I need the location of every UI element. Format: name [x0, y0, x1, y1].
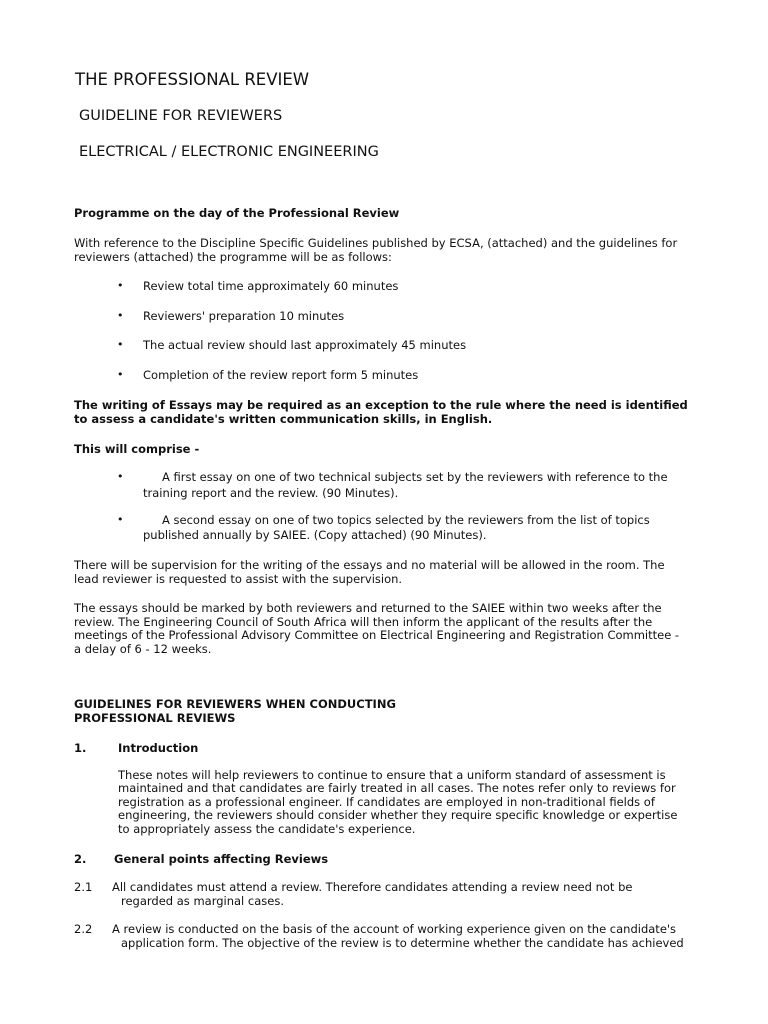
essay-item-1-line-1: A first essay on one of two technical subjects set by the reviewers with reference to the [162, 470, 668, 484]
supervision-line-2: lead reviewer is requested to assist with the supervision. [74, 572, 403, 586]
item-2-2-line-2: application form. The objective of the review is to determine whether the candidate has achieved [121, 936, 684, 950]
essay-item-2-line-1: A second essay on one of two topics selected by the reviewers from the list of topics [162, 513, 650, 527]
item-2-2-number: 2.2 [74, 922, 93, 936]
programme-bullet-4: Completion of the review report form 5 minutes [143, 368, 419, 382]
document-title: THE PROFESSIONAL REVIEW [75, 70, 310, 89]
essay-item-2-line-2: published annually by SAIEE. (Copy attached) (90 Minutes). [143, 528, 487, 542]
section-1-number: 1. [74, 741, 87, 755]
discipline-heading: ELECTRICAL / ELECTRONIC ENGINEERING [79, 144, 379, 160]
bullet-marker: • [117, 368, 124, 381]
marking-line-3: meetings of the Professional Advisory Committee on Electrical Engineering and Registration Committee - [74, 628, 680, 642]
section-1-line-3: registration as a professional engineer. If candidates are employed in non-traditional fields of [118, 795, 655, 809]
programme-intro-line-1: With reference to the Discipline Specific Guidelines published by ECSA, (attached) and the guidelines for [74, 236, 678, 250]
section-1-line-5: to appropriately assess the candidate's experience. [118, 822, 416, 836]
bullet-marker: • [117, 279, 124, 292]
essays-bold-line-2: to assess a candidate's written communication skills, in English. [74, 412, 493, 426]
document-subtitle: GUIDELINE FOR REVIEWERS [79, 108, 283, 124]
programme-heading: Programme on the day of the Professional Review [74, 206, 400, 220]
programme-bullet-3: The actual review should last approximately 45 minutes [143, 338, 467, 352]
programme-bullet-2: Reviewers' preparation 10 minutes [143, 309, 345, 323]
item-2-1-line-2: regarded as marginal cases. [121, 894, 284, 908]
bullet-marker: • [117, 309, 124, 322]
section-2-number: 2. [74, 852, 87, 866]
marking-line-4: a delay of 6 - 12 weeks. [74, 642, 212, 656]
marking-line-1: The essays should be marked by both reviewers and returned to the SAIEE within two weeks after the [74, 601, 662, 615]
section-1-title: Introduction [118, 741, 199, 755]
supervision-line-1: There will be supervision for the writing of the essays and no material will be allowed in the room. The [74, 558, 665, 572]
guidelines-heading-line-1: GUIDELINES FOR REVIEWERS WHEN CONDUCTING [74, 697, 396, 711]
item-2-1-number: 2.1 [74, 880, 93, 894]
bullet-marker: • [117, 513, 124, 526]
essay-item-1-line-2: training report and the review. (90 Minutes). [143, 486, 399, 500]
item-2-1-line-1: All candidates must attend a review. Therefore candidates attending a review need not be [112, 880, 633, 894]
item-2-2-line-1: A review is conducted on the basis of the account of working experience given on the candidate's [112, 922, 677, 936]
bullet-marker: • [117, 470, 124, 483]
section-1-line-1: These notes will help reviewers to continue to ensure that a uniform standard of assessment is [118, 768, 666, 782]
section-1-line-2: maintained and that candidates are fairly treated in all cases. The notes refer only to reviews for [118, 781, 676, 795]
section-1-line-4: engineering, the reviewers should consider whether they require specific knowledge or expertise [118, 808, 678, 822]
bullet-marker: • [117, 338, 124, 351]
essays-comprise-heading: This will comprise - [74, 442, 200, 456]
programme-intro-line-2: reviewers (attached) the programme will be as follows: [74, 250, 392, 264]
section-2-title: General points affecting Reviews [114, 852, 329, 866]
programme-bullet-1: Review total time approximately 60 minutes [143, 279, 399, 293]
essays-bold-line-1: The writing of Essays may be required as an exception to the rule where the need is identified [74, 398, 688, 412]
guidelines-heading-line-2: PROFESSIONAL REVIEWS [74, 711, 236, 725]
marking-line-2: review. The Engineering Council of South Africa will then inform the applicant of the results after the [74, 615, 653, 629]
